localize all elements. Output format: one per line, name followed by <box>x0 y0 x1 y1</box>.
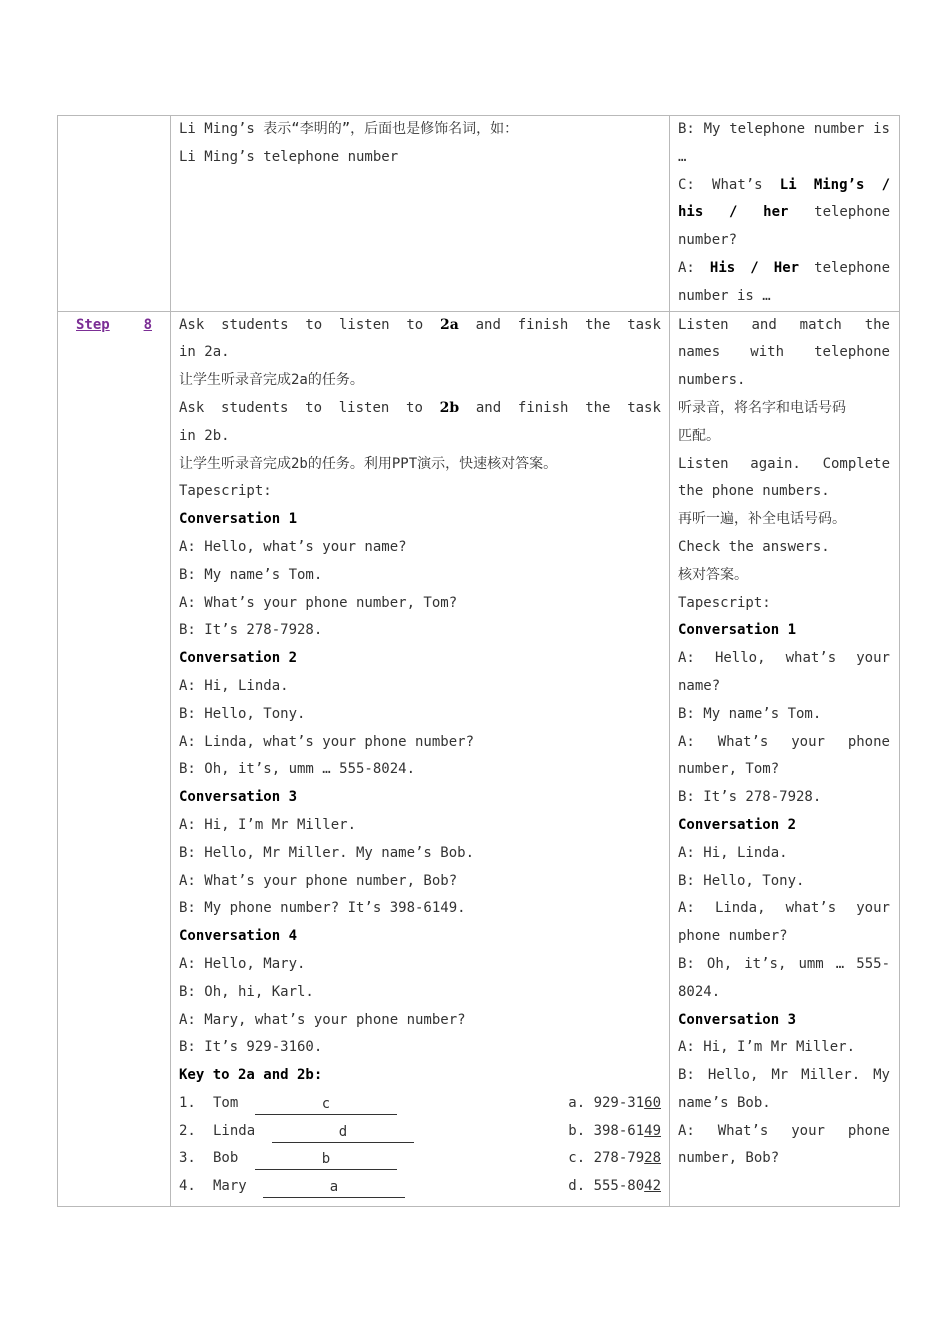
text-line: B: Oh, it’s, umm … 555- <box>678 955 890 972</box>
teacher-activity-cell <box>171 116 670 312</box>
text-line: in 2b. <box>179 427 230 444</box>
text-line: A: His / Her telephone <box>678 259 890 276</box>
text-line: B: Hello, Mr Miller. My <box>678 1067 890 1084</box>
text-line: Tapescript: <box>179 483 272 500</box>
text-line: A: Mary, what’s your phone number? <box>179 1011 466 1028</box>
text-line: Li Ming’s telephone number <box>179 148 399 165</box>
answer-blank: c <box>255 1094 397 1115</box>
text-line: number, Bob? <box>678 1150 780 1167</box>
text-line: A: Hi, I’m Mr Miller. <box>678 1039 856 1056</box>
text-line: in 2a. <box>179 344 230 361</box>
text-line: … <box>678 148 687 165</box>
text-line: B: My name’s Tom. <box>678 705 822 722</box>
text-line: 8024. <box>678 983 721 1000</box>
text-line: 让学生听录音完成2b的任务。利用PPT演示，快速核对答案。 <box>179 455 558 472</box>
text-line: names with telephone <box>678 344 890 361</box>
text-line: C: What’s Li Ming’s / <box>678 176 890 193</box>
conversation-title: Conversation 4 <box>179 928 298 945</box>
text-line: his / her telephone <box>678 204 890 221</box>
text-line: B: My name’s Tom. <box>179 566 323 583</box>
text-line: number, Tom? <box>678 761 780 778</box>
text-line: phone number? <box>678 928 788 945</box>
text-line: Li Ming’s 表示“李明的”，后面也是修饰名词，如： <box>179 121 519 137</box>
step-8-link[interactable]: Step 8 <box>76 316 152 333</box>
text-line: A: What’s your phone number, Bob? <box>179 872 458 889</box>
text-line: Listen again. Complete <box>678 455 890 472</box>
text-line: 让学生听录音完成2a的任务。 <box>179 372 364 389</box>
text-line: B: Oh, hi, Karl. <box>179 983 314 1000</box>
conversation-title: Conversation 2 <box>179 650 298 667</box>
text-line: 匹配。 <box>678 427 720 444</box>
conversation-title: Conversation 2 <box>678 816 797 833</box>
text-line: A: Linda, what’s your <box>678 900 890 917</box>
text-line: A: Hi, Linda. <box>678 844 788 861</box>
key-row: 3. Bob b c. 278-7928 <box>179 1145 661 1173</box>
text-line: Check the answers. <box>678 538 830 555</box>
text-line: B: Hello, Tony. <box>179 705 306 722</box>
text-line: B: It’s 278-7928. <box>179 622 323 639</box>
text-line: B: It’s 278-7928. <box>678 789 822 806</box>
text-line: Tapescript: <box>678 594 771 611</box>
text-line: 听录音，将名字和电话号码 <box>678 399 846 416</box>
answer-blank: a <box>263 1177 405 1198</box>
table-row <box>58 311 900 1206</box>
text-line: Ask students to listen to 2b and finish the task <box>179 399 661 416</box>
text-line: Ask students to listen to 2a and finish the task <box>179 316 661 333</box>
text-line: name? <box>678 677 721 694</box>
step-cell <box>58 311 171 1206</box>
conversation-title: Conversation 3 <box>179 789 298 806</box>
text-line: 再听一遍，补全电话号码。 <box>678 511 846 528</box>
text-line: number is … <box>678 287 771 304</box>
student-activity-cell <box>670 311 900 1206</box>
conversation-title: Conversation 3 <box>678 1011 797 1028</box>
text-line: B: My phone number? It’s 398-6149. <box>179 900 466 917</box>
text-line: 核对答案。 <box>678 566 748 583</box>
text-line: A: What’s your phone <box>678 1122 890 1139</box>
text-line: B: Oh, it’s, umm … 555-8024. <box>179 761 416 778</box>
key-row: 4. Mary a d. 555-8042 <box>179 1173 661 1201</box>
lesson-table <box>57 115 900 1207</box>
text-line: A: Hello, what’s your <box>678 650 890 667</box>
text-line: B: Hello, Mr Miller. My name’s Bob. <box>179 844 475 861</box>
answer-blank: d <box>272 1122 414 1143</box>
text-line: number? <box>678 232 738 249</box>
text-line: numbers. <box>678 372 746 389</box>
text-line: B: It’s 929-3160. <box>179 1039 323 1056</box>
key-row: 1. Tom c a. 929-3160 <box>179 1090 661 1118</box>
conversation-title: Conversation 1 <box>179 511 298 528</box>
text-line: A: Linda, what’s your phone number? <box>179 733 475 750</box>
key-title: Key to 2a and 2b: <box>179 1067 323 1084</box>
teacher-activity-cell <box>171 311 670 1206</box>
text-line: A: What’s your phone <box>678 733 890 750</box>
conversation-title: Conversation 1 <box>678 622 797 639</box>
text-line: A: Hi, I’m Mr Miller. <box>179 816 357 833</box>
text-line: name’s Bob. <box>678 1094 771 1111</box>
key-row: 2. Linda d b. 398-6149 <box>179 1118 661 1146</box>
table-row <box>58 116 900 312</box>
text-line: A: What’s your phone number, Tom? <box>179 594 458 611</box>
text-line: A: Hi, Linda. <box>179 677 289 694</box>
text-line: A: Hello, what’s your name? <box>179 538 407 555</box>
text-line: B: My telephone number is <box>678 121 890 137</box>
text-line: Listen and match the <box>678 316 890 333</box>
text-line: A: Hello, Mary. <box>179 955 306 972</box>
text-line: B: Hello, Tony. <box>678 872 805 889</box>
student-activity-cell <box>670 116 900 312</box>
text-line: the phone numbers. <box>678 483 830 500</box>
answer-blank: b <box>255 1149 397 1170</box>
step-cell-empty <box>58 116 171 312</box>
